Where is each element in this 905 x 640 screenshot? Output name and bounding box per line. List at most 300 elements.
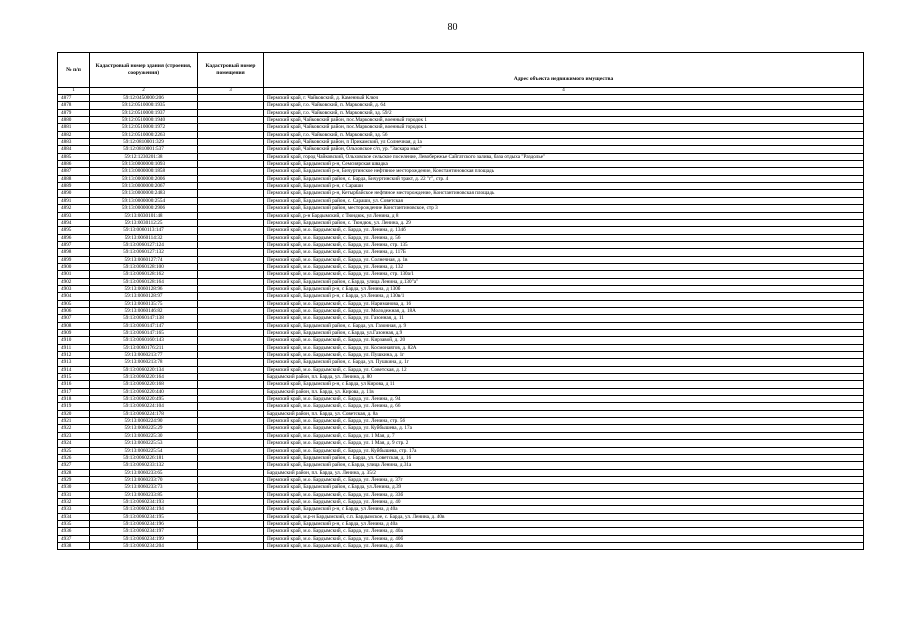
premises-cadastral-number [198,139,264,146]
premises-cadastral-number [198,476,264,483]
table-row [58,153,864,160]
row-number: 4889 [58,183,90,190]
table-row [58,241,864,248]
premises-cadastral-number [198,183,264,190]
table-row [58,175,864,182]
premises-cadastral-number [198,131,264,138]
row-number: 4909 [58,330,90,337]
premises-cadastral-number [198,330,264,337]
row-number: 4891 [58,197,90,204]
row-number: 4925 [58,447,90,454]
building-cadastral-number: 59:13:0060147:165 [90,330,198,337]
row-number: 4905 [58,300,90,307]
row-number: 4898 [58,249,90,256]
row-number: 4879 [58,109,90,116]
row-number: 4932 [58,498,90,505]
column-number-1: 1 [58,88,90,95]
building-cadastral-number: 59:12:0450000:206 [90,95,198,102]
table-row [58,124,864,131]
premises-cadastral-number [198,396,264,403]
header-row-number: № п/п [58,53,90,88]
table-row [58,315,864,322]
premises-cadastral-number [198,205,264,212]
row-number: 4899 [58,256,90,263]
property-address: Пермский край, Бардымский р-н, с Барда, ул Кирова, д 11 [264,381,864,388]
premises-cadastral-number [198,462,264,469]
row-number: 4911 [58,344,90,351]
building-cadastral-number: 59:13:0060147:147 [90,322,198,329]
building-cadastral-number: 59:13:0060224:104 [90,403,198,410]
premises-cadastral-number [198,219,264,226]
premises-cadastral-number [198,542,264,549]
premises-cadastral-number [198,491,264,498]
table-row [58,506,864,513]
premises-cadastral-number [198,109,264,116]
row-number: 4938 [58,542,90,549]
property-address: Пермский край, Бардымский район, с.Барда, улица Ленина, д.31а [264,462,864,469]
property-address: Пермский край, Бардымский район, месторождение Константиновское, стр 3 [264,205,864,212]
row-number: 4930 [58,484,90,491]
premises-cadastral-number [198,256,264,263]
row-number: 4877 [58,95,90,102]
property-address: Пермский край, Бардымский р-н, с Барда, ул Ленина, д 130б [264,285,864,292]
row-number: 4900 [58,263,90,270]
header-building-cadastral-number: Кадастровый номер здания (строения, сооружения) [90,53,198,88]
premises-cadastral-number [198,410,264,417]
property-address: Пермский край, м.о. Бардымский, с. Барда, ул. Ленина, д. 46а [264,542,864,549]
building-cadastral-number: 59:13:0030112:25 [90,219,198,226]
table-row [58,102,864,109]
premises-cadastral-number [198,352,264,359]
row-number: 4934 [58,513,90,520]
building-cadastral-number: 59:13:0060176:211 [90,344,198,351]
row-number: 4887 [58,168,90,175]
row-number: 4885 [58,153,90,160]
building-cadastral-number: 59:13:0060128:162 [90,271,198,278]
table-row [58,263,864,270]
premises-cadastral-number [198,190,264,197]
building-cadastral-number: 59:13:0060233:70 [90,476,198,483]
property-address: Пермский край, м.р-н Бардымский, с.п. Бардымское, с. Барда, ул. Ленина, д. 40в [264,513,864,520]
column-number-2: 2 [90,88,198,95]
row-number: 4918 [58,396,90,403]
row-number: 4927 [58,462,90,469]
row-number: 4882 [58,131,90,138]
building-cadastral-number: 59:13:0060226:181 [90,454,198,461]
table-row [58,249,864,256]
row-number: 4935 [58,520,90,527]
building-cadastral-number: 59:13:0000000:1858 [90,168,198,175]
building-cadastral-number: 59:13:0060233:65 [90,469,198,476]
table-row [58,219,864,226]
table-row [58,454,864,461]
row-number: 4895 [58,227,90,234]
building-cadastral-number: 59:13:0060127:124 [90,241,198,248]
building-cadastral-number: 59:12:0510000:1937 [90,109,198,116]
premises-cadastral-number [198,227,264,234]
building-cadastral-number: 59:13:0060224:178 [90,410,198,417]
table-row [58,440,864,447]
premises-cadastral-number [198,285,264,292]
property-address: Пермский край, Бардымский район, с. Тюндюк, ул. Ленина, д. 29 [264,219,864,226]
building-cadastral-number: 59:13:0060234:204 [90,542,198,549]
row-number: 4904 [58,293,90,300]
table-row [58,307,864,314]
premises-cadastral-number [198,293,264,300]
property-address: Пермский край, м.о. Бардымский, с. Барда, ул. Куйбышева, стр. 17а [264,447,864,454]
row-number: 4914 [58,366,90,373]
premises-cadastral-number [198,513,264,520]
row-number: 4897 [58,241,90,248]
table-row [58,366,864,373]
property-address: Пермский край, Бардымский район, с.Барда, ул.Газонная, д.9 [264,330,864,337]
premises-cadastral-number [198,197,264,204]
table-row [58,322,864,329]
row-number: 4915 [58,374,90,381]
property-address: Пермский край, Бардымский р-н, Семсиярская швадка [264,161,864,168]
building-cadastral-number: 59:12:0510000:1972 [90,124,198,131]
header-spacer [264,53,864,72]
building-cadastral-number: 59:13:0060128:100 [90,263,198,270]
premises-cadastral-number [198,271,264,278]
property-address: Пермский край, м.о. Бардымский, с. Барда, ул. Ленина, д. 33б [264,491,864,498]
property-address: Пермский край, м.о. Бардымский, с. Барда, ул. Нариманова, д. 16 [264,300,864,307]
row-number: 4910 [58,337,90,344]
premises-cadastral-number [198,528,264,535]
row-number: 4906 [58,307,90,314]
building-cadastral-number: 59:13:0060128:97 [90,293,198,300]
building-cadastral-number: 59:13:0060234:193 [90,498,198,505]
table-row [58,535,864,542]
building-cadastral-number: 59:13:0060220:495 [90,396,198,403]
table-row [58,476,864,483]
building-cadastral-number: 59:13:0060225:53 [90,440,198,447]
building-cadastral-number: 59:13:0060220:134 [90,366,198,373]
property-address: Пермский край, м.о. Бардымский, с. Барда, ул. Ленина, д. 134б [264,227,864,234]
table-row [58,285,864,292]
table-row [58,359,864,366]
premises-cadastral-number [198,175,264,182]
building-cadastral-number: 59:13:0060234:195 [90,513,198,520]
row-number: 4880 [58,117,90,124]
property-address: Пермский край, Бардымский район, с.Барда, ул.Ленина, д.39 [264,484,864,491]
building-cadastral-number: 59:13:0060233:85 [90,491,198,498]
premises-cadastral-number [198,300,264,307]
property-address: Пермский край, Бардымский район, с. Барда, ул. Газонная, д. 9 [264,322,864,329]
property-address: Пермский край, м.о. Бардымский, с. Барда, ул. Солнечная, д. 1в [264,256,864,263]
table-row [58,146,864,153]
table-row [58,109,864,116]
row-number: 4890 [58,190,90,197]
table-row [58,381,864,388]
property-address: Пермский край, г.о. Чайковский, п. Марковский, зд. 59/2 [264,109,864,116]
row-number: 4903 [58,285,90,292]
table-row [58,491,864,498]
property-address: Пермский край, м.о. Бардымский, с. Барда, ул. Космонавтов, д. 82А [264,344,864,351]
property-address: Пермский край, м.о. Бардымский, с. Барда, ул. Газонная, д. 11 [264,315,864,322]
row-number: 4892 [58,205,90,212]
premises-cadastral-number [198,124,264,131]
row-number: 4907 [58,315,90,322]
premises-cadastral-number [198,520,264,527]
property-address: Пермский край, м.о. Бардымский, с. Барда, ул. Пушкина, д. 1г [264,352,864,359]
table-row [58,117,864,124]
table-header [58,53,864,95]
property-address: Пермский край, Бардымский район, с. Барда, ул. Советская, д. 16 [264,454,864,461]
table-row [58,131,864,138]
property-registry-table [57,52,864,550]
property-address: Пермский край, м.о. Бардымский, с. Барда, ул. Ленина, д. 40а [264,528,864,535]
property-address: Пермский край, Бардымский р-н, с Сараши [264,183,864,190]
premises-cadastral-number [198,241,264,248]
property-address: Пермский край, Бардымский район, с. Барда, Бичуртинский тракт, д. 22 "г", стр. 4 [264,175,864,182]
table-row [58,293,864,300]
table-row [58,330,864,337]
table-row [58,388,864,395]
property-address: Пермский край, м.о. Бардымский, с. Барда, ул. Ленина, стр. 130а/1 [264,271,864,278]
table-row [58,278,864,285]
table-row [58,95,864,102]
building-cadastral-number: 59:13:0060225:54 [90,447,198,454]
row-number: 4886 [58,161,90,168]
premises-cadastral-number [198,337,264,344]
table-row [58,168,864,175]
property-address: Пермский край, Бардымский р-н, с Барда, ул Ленина, д 40а [264,520,864,527]
property-address: Пермский край, г. Чайковский, д. Каменный Ключ [264,95,864,102]
premises-cadastral-number [198,388,264,395]
row-number: 4913 [58,359,90,366]
building-cadastral-number: 59:13:0000000:2554 [90,197,198,204]
table-row [58,403,864,410]
table-row [58,205,864,212]
premises-cadastral-number [198,359,264,366]
row-number: 4926 [58,454,90,461]
premises-cadastral-number [198,469,264,476]
row-number: 4936 [58,528,90,535]
row-number: 4916 [58,381,90,388]
row-number: 4881 [58,124,90,131]
property-address: Пермский край, Бардымский р-н, с Барда, ул Ленина, д 130в/1 [264,293,864,300]
building-cadastral-number: 59:13:0060213:78 [90,359,198,366]
row-number: 4923 [58,432,90,439]
table-row [58,227,864,234]
column-number-3: 3 [198,88,264,95]
premises-cadastral-number [198,102,264,109]
building-cadastral-number: 59:13:0000000:2067 [90,183,198,190]
row-number: 4878 [58,102,90,109]
table-row [58,484,864,491]
premises-cadastral-number [198,454,264,461]
property-address: Бардымский район, пл. Барда, ул. Кирова, д. 11в [264,388,864,395]
premises-cadastral-number [198,432,264,439]
building-cadastral-number: 59:13:0060147:138 [90,315,198,322]
premises-cadastral-number [198,161,264,168]
building-cadastral-number: 59:13:0060233:132 [90,462,198,469]
building-cadastral-number: 59:12:1230201:38 [90,153,198,160]
table-row [58,300,864,307]
building-cadastral-number: 59:12:0510000:1940 [90,117,198,124]
row-number: 4937 [58,535,90,542]
property-address: Пермский край, Чайковский район, п Прикамский, ул Солнечная, д 1а [264,139,864,146]
table-row [58,432,864,439]
building-cadastral-number: 59:13:0060160:143 [90,337,198,344]
building-cadastral-number: 59:13:0060128:164 [90,278,198,285]
premises-cadastral-number [198,440,264,447]
table-row [58,425,864,432]
property-address: Пермский край, город Чайковский, Ольховское сельское поселение, Левобережье Сайгатского залива, база отдыха "Раздолье" [264,153,864,160]
table-row [58,197,864,204]
table-row [58,542,864,549]
premises-cadastral-number [198,381,264,388]
property-address: Пермский край, Бардымский р-н, Кетырбайское нефтяное месторождение, Константиновская площадь [264,190,864,197]
row-number: 4894 [58,219,90,226]
premises-cadastral-number [198,447,264,454]
property-address: Пермский край, Бардымский район, с. Барда, ул. Пушкина, д. 1г [264,359,864,366]
premises-cadastral-number [198,374,264,381]
building-cadastral-number: 59:12:0510000:2263 [90,131,198,138]
property-address: Пермский край, м.о. Бардымский, с. Барда, ул. Ленина, д. 117Б [264,249,864,256]
premises-cadastral-number [198,263,264,270]
page-number: 80 [447,22,458,33]
building-cadastral-number: 59:12:0810001:329 [90,139,198,146]
table-row [58,374,864,381]
building-cadastral-number: 59:13:0060146:82 [90,307,198,314]
table-row [58,183,864,190]
building-cadastral-number: 59:13:0060220:164 [90,374,198,381]
row-number: 4920 [58,410,90,417]
building-cadastral-number: 59:13:0060224:90 [90,418,198,425]
table-row [58,190,864,197]
property-address: Пермский край, м.о. Бардымский, с. Барда, ул. Советская, д. 12 [264,366,864,373]
building-cadastral-number: 59:13:0060114:32 [90,234,198,241]
row-number: 4921 [58,418,90,425]
header-address: Адрес объекта недвижимого имущества [264,71,864,88]
property-address: Пермский край, Бардымский р-н, с Барда, ул Ленина, д 40а [264,506,864,513]
row-number: 4924 [58,440,90,447]
property-address: Пермский край, м.о. Бардымский, с. Барда, ул. 1 Мая, д. 7 [264,432,864,439]
premises-cadastral-number [198,249,264,256]
property-address: Пермский край, м.о. Бардымский, с. Барда, ул. Ленина, стр. 56 [264,418,864,425]
premises-cadastral-number [198,498,264,505]
building-cadastral-number: 59:13:0060213:77 [90,352,198,359]
property-address: Бардымский район, пл. Барда, ул. Советская, д. 8а [264,410,864,417]
table-row [58,498,864,505]
property-address: Пермский край, м.о. Бардымский, с. Барда, ул. Ленина, стр. 135 [264,241,864,248]
building-cadastral-number: 59:13:0060225:29 [90,425,198,432]
property-address: Пермский край, м.о. Бардымский, с. Барда, ул. Ленина, д. 94 [264,396,864,403]
premises-cadastral-number [198,506,264,513]
table-row [58,528,864,535]
table-row [58,462,864,469]
table-row [58,418,864,425]
building-cadastral-number: 59:13:0060234:196 [90,520,198,527]
property-address: Пермский край, г.о. Чайковский, п. Марковский, д. 64 [264,102,864,109]
premises-cadastral-number [198,344,264,351]
property-address: Пермский край, Чайковский район, пос.Марковский, военный городок 1 [264,117,864,124]
table-row [58,337,864,344]
property-address: Пермский край, Бардымский район, с.Барда, улица Ленина, д.130"а" [264,278,864,285]
row-number: 4919 [58,403,90,410]
table-row [58,161,864,168]
building-cadastral-number: 59:13:0060234:199 [90,535,198,542]
table-row [58,469,864,476]
table-row [58,520,864,527]
building-cadastral-number: 59:13:0060225:30 [90,432,198,439]
row-number: 4931 [58,491,90,498]
row-number: 4933 [58,506,90,513]
table-row [58,212,864,219]
building-cadastral-number: 59:13:0060220:168 [90,381,198,388]
building-cadastral-number: 59:12:0810001:537 [90,146,198,153]
premises-cadastral-number [198,153,264,160]
column-number-4: 4 [264,88,864,95]
table-row [58,513,864,520]
row-number: 4928 [58,469,90,476]
property-address: Пермский край, Чайковский район, Ольховское с/п, ур. "Заскара мыс" [264,146,864,153]
property-address: Пермский край, Бардымский р-н, Бичуртинское нефтяное месторождение, Константиновская площадь [264,168,864,175]
property-address: Пермский край, м.о. Бардымский, с. Барда, ул. Кирзавой, д. 20 [264,337,864,344]
property-address: Пермский край, г.о. Чайковский, п. Марковский, зд. 56 [264,131,864,138]
building-cadastral-number: 59:13:0000000:1093 [90,161,198,168]
premises-cadastral-number [198,117,264,124]
row-number: 4902 [58,278,90,285]
premises-cadastral-number [198,484,264,491]
premises-cadastral-number [198,366,264,373]
row-number: 4908 [58,322,90,329]
building-cadastral-number: 59:13:0030101:48 [90,212,198,219]
table-row [58,271,864,278]
premises-cadastral-number [198,146,264,153]
property-address: Пермский край, р-н Бардымский, с Тюндюк, ул Ленина, д 8 [264,212,864,219]
row-number: 4884 [58,146,90,153]
property-address: Пермский край, м.о. Бардымский, с. Барда, ул. 1 Мая, д. 9 стр. 2 [264,440,864,447]
building-cadastral-number: 59:13:0000000:2006 [90,175,198,182]
building-cadastral-number: 59:13:0060234:194 [90,506,198,513]
table-row [58,234,864,241]
property-address: Пермский край, м.о. Бардымский, с. Барда, ул. Ленина, д. 40 [264,498,864,505]
premises-cadastral-number [198,315,264,322]
property-address: Пермский край, м.о. Бардымский, с. Барда, ул. Ленина, д. 56 [264,234,864,241]
premises-cadastral-number [198,535,264,542]
table-row [58,139,864,146]
property-address: Пермский край, м.о. Бардымский, с. Барда, ул. Ленина, д. 37г [264,476,864,483]
row-number: 4893 [58,212,90,219]
premises-cadastral-number [198,418,264,425]
premises-cadastral-number [198,234,264,241]
building-cadastral-number: 59:13:0060233:73 [90,484,198,491]
building-cadastral-number: 59:12:0510000:1935 [90,102,198,109]
building-cadastral-number: 59:13:0060113:147 [90,227,198,234]
property-address: Бардымский район, пл. Барда, ул. Ленина, д. 35/2 [264,469,864,476]
property-address: Пермский край, Чайковский район, пос.Марковский, военный городок 1 [264,124,864,131]
table-row [58,396,864,403]
row-number: 4896 [58,234,90,241]
premises-cadastral-number [198,322,264,329]
building-cadastral-number: 59:13:0060127:74 [90,256,198,263]
row-number: 4922 [58,425,90,432]
row-number: 4929 [58,476,90,483]
property-address: Пермский край, м.о. Бардымский, с. Барда, ул. Куйбышева, д. 17а [264,425,864,432]
premises-cadastral-number [198,278,264,285]
property-address: Бардымский район, пл. Барда, ул. Ленина, д. 80 [264,374,864,381]
building-cadastral-number: 59:13:0000000:2906 [90,205,198,212]
building-cadastral-number: 59:13:0060234:197 [90,528,198,535]
row-number: 4917 [58,388,90,395]
building-cadastral-number: 59:13:0060128:96 [90,285,198,292]
property-address: Пермский край, м.о. Бардымский, с. Барда, ул. Молодежная, д. 18А [264,307,864,314]
row-number: 4883 [58,139,90,146]
table-row [58,344,864,351]
